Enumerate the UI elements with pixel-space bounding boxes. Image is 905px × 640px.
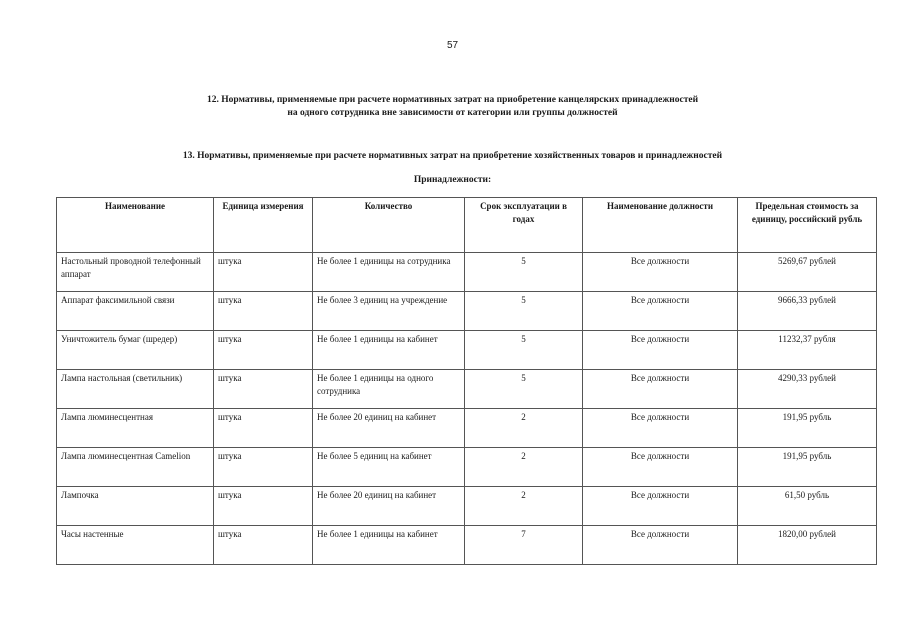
cell-quantity: Не более 20 единиц на кабинет	[313, 409, 465, 448]
cell-unit: штука	[214, 487, 313, 526]
section-12-heading-line1: 12. Нормативы, применяемые при расчете нормативных затрат на приобретение канцелярских принадлежностей	[206, 95, 699, 105]
table-row	[57, 409, 877, 448]
cell-name: Аппарат факсимильной связи	[57, 292, 214, 331]
cell-unit: штука	[214, 292, 313, 331]
cell-max-price: 4290,33 рублей	[738, 370, 877, 409]
table-row	[57, 292, 877, 331]
table-header-row	[57, 198, 877, 253]
header-quantity: Количество	[313, 198, 465, 253]
header-max-price: Предельная стоимость за единицу, российский рубль	[738, 198, 877, 253]
header-position: Наименование должности	[583, 198, 738, 253]
cell-service-life: 5	[465, 292, 583, 331]
section-13-heading: 13. Нормативы, применяемые при расчете нормативных затрат на приобретение хозяйственных товаров и принадлежностей	[182, 151, 723, 161]
cell-name: Лампа люминесцентная	[57, 409, 214, 448]
section-12-heading-line2: на одного сотрудника вне зависимости от категории или группы должностей	[287, 108, 618, 118]
table-row	[57, 526, 877, 565]
table-row	[57, 331, 877, 370]
cell-max-price: 191,95 рубль	[738, 409, 877, 448]
cell-service-life: 2	[465, 409, 583, 448]
table-row	[57, 370, 877, 409]
cell-unit: штука	[214, 526, 313, 565]
cell-position: Все должности	[583, 487, 738, 526]
cell-quantity: Не более 1 единицы на кабинет	[313, 331, 465, 370]
cell-service-life: 2	[465, 487, 583, 526]
cell-position: Все должности	[583, 370, 738, 409]
page-number: 57	[446, 40, 459, 51]
cell-service-life: 2	[465, 448, 583, 487]
cell-name: Лампа настольная (светильник)	[57, 370, 214, 409]
cell-position: Все должности	[583, 331, 738, 370]
header-unit: Единица измерения	[214, 198, 313, 253]
cell-unit: штука	[214, 370, 313, 409]
cell-service-life: 5	[465, 253, 583, 292]
section-12-heading	[0, 94, 905, 120]
cell-service-life: 5	[465, 370, 583, 409]
table-row	[57, 253, 877, 292]
cell-max-price: 191,95 рубль	[738, 448, 877, 487]
table-row	[57, 448, 877, 487]
cell-quantity: Не более 1 единицы на одного сотрудника	[313, 370, 465, 409]
cell-service-life: 7	[465, 526, 583, 565]
cell-position: Все должности	[583, 253, 738, 292]
cell-name: Уничтожитель бумаг (шредер)	[57, 331, 214, 370]
cell-name: Часы настенные	[57, 526, 214, 565]
cell-unit: штука	[214, 448, 313, 487]
cell-name: Лампочка	[57, 487, 214, 526]
cell-max-price: 61,50 рубль	[738, 487, 877, 526]
cell-unit: штука	[214, 253, 313, 292]
cell-position: Все должности	[583, 526, 738, 565]
cell-quantity: Не более 1 единицы на кабинет	[313, 526, 465, 565]
cell-service-life: 5	[465, 331, 583, 370]
cell-name: Настольный проводной телефонный аппарат	[57, 253, 214, 292]
section-13-subheading: Принадлежности:	[413, 175, 492, 185]
cell-quantity: Не более 3 единиц на учреждение	[313, 292, 465, 331]
cell-position: Все должности	[583, 448, 738, 487]
cell-unit: штука	[214, 331, 313, 370]
cell-quantity: Не более 1 единицы на сотрудника	[313, 253, 465, 292]
cell-name: Лампа люминесцентная Camelion	[57, 448, 214, 487]
cell-max-price: 11232,37 рубля	[738, 331, 877, 370]
cell-max-price: 9666,33 рублей	[738, 292, 877, 331]
cell-position: Все должности	[583, 292, 738, 331]
cell-quantity: Не более 5 единиц на кабинет	[313, 448, 465, 487]
header-name: Наименование	[57, 198, 214, 253]
cell-position: Все должности	[583, 409, 738, 448]
cell-unit: штука	[214, 409, 313, 448]
cell-max-price: 5269,67 рублей	[738, 253, 877, 292]
cell-max-price: 1820,00 рублей	[738, 526, 877, 565]
cell-quantity: Не более 20 единиц на кабинет	[313, 487, 465, 526]
header-service-life: Срок эксплуатации в годах	[465, 198, 583, 253]
table-row	[57, 487, 877, 526]
norms-table	[56, 197, 877, 565]
